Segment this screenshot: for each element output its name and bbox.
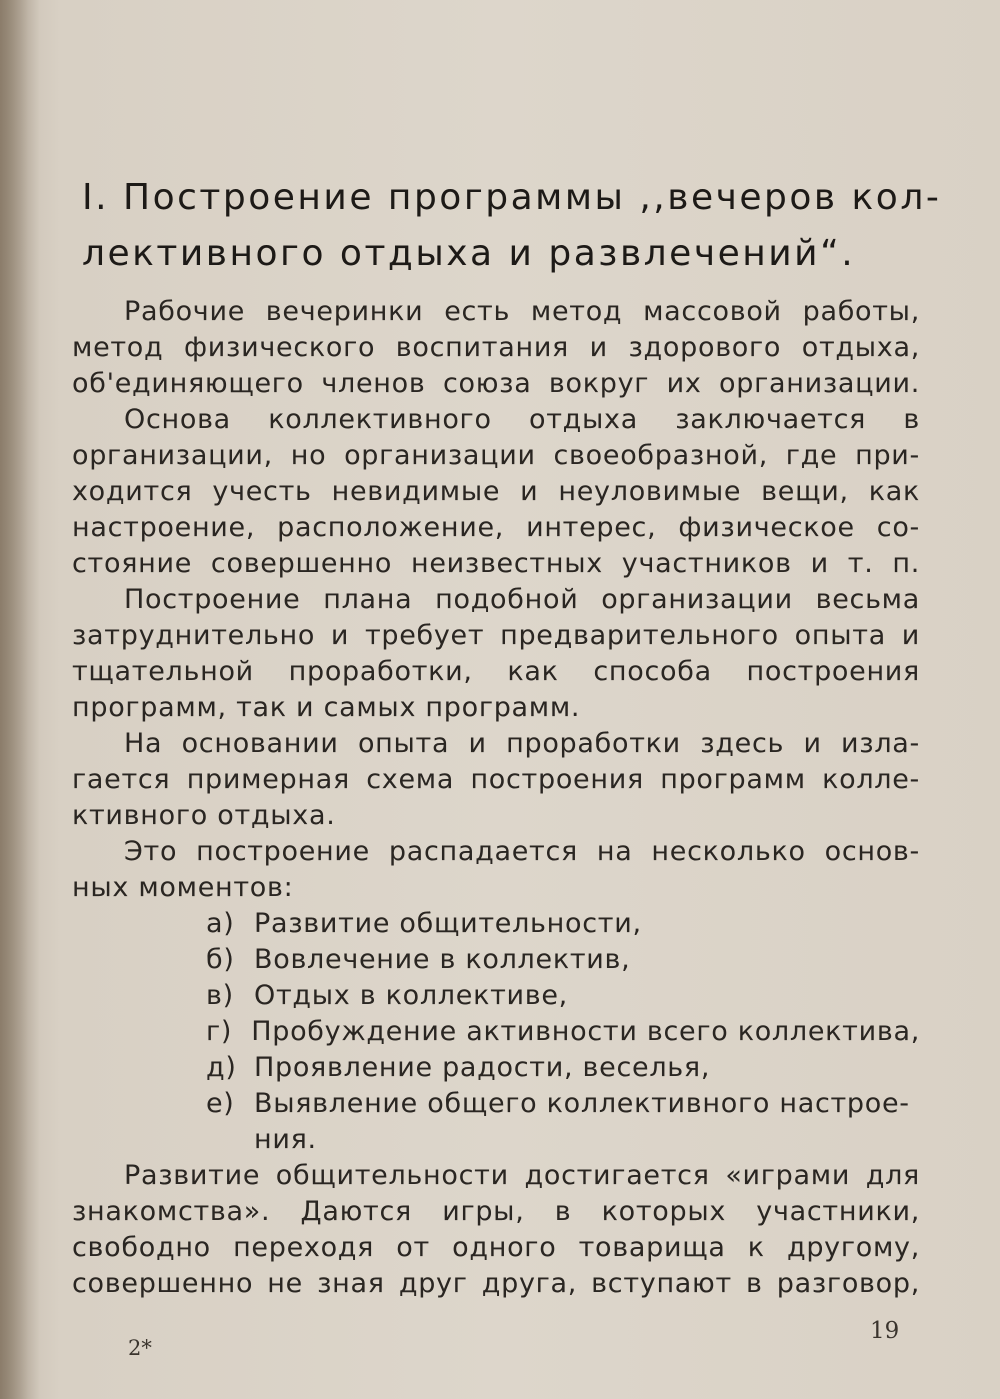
page-number: 19: [870, 1318, 900, 1344]
text-line: Основа коллективного отдыха заключается в: [124, 404, 920, 435]
text-line: метод физического воспитания и здорового отдыха,: [72, 332, 920, 363]
text-line: затруднительно и требует предварительного опыта и: [72, 620, 920, 651]
paragraph-1: [72, 294, 920, 402]
list-item-text: Вовлечение в коллектив,: [254, 944, 631, 975]
list-item-text: Пробуждение активности всего коллектива,: [251, 1016, 920, 1047]
text-line: стояние совершенно неизвестных участников и т. п.: [72, 548, 920, 579]
list-item-text: Выявление общего коллективного настрое-: [254, 1088, 910, 1119]
text-line: об'единяющего членов союза вокруг их организации.: [72, 368, 920, 399]
text-line: Рабочие вечеринки есть метод массовой работы,: [124, 296, 920, 327]
list-item: [206, 1050, 920, 1086]
list-marker: в): [206, 980, 234, 1011]
paragraph-2: [72, 402, 920, 582]
paragraph-5: [72, 834, 920, 906]
text-line: Это построение распадается на несколько основ-: [124, 836, 920, 867]
list-item-text: Отдых в коллективе,: [254, 980, 568, 1011]
text-line: ных моментов:: [72, 872, 294, 903]
list-item: [206, 978, 920, 1014]
text-line: программ, так и самых программ.: [72, 692, 581, 723]
list-item: [206, 906, 920, 942]
text-line: На основании опыта и проработки здесь и изла-: [124, 728, 920, 759]
list-marker: д): [206, 1052, 237, 1083]
text-line: тщательной проработки, как способа построения: [72, 656, 920, 687]
paragraph-4: [72, 726, 920, 834]
list-item: [206, 942, 920, 978]
list-item: [206, 1086, 920, 1122]
list-marker: е): [206, 1088, 235, 1119]
paragraph-3: [72, 582, 920, 726]
text-line: ходится учесть невидимые и неуловимые вещи, как: [72, 476, 920, 507]
heading-line-1: I. Построение программы ,,вечеров кол-: [82, 177, 942, 218]
text-line: настроение, расположение, интерес, физическое со-: [72, 512, 920, 543]
text-line: Построение плана подобной организации весьма: [124, 584, 920, 615]
chapter-heading: [82, 170, 942, 282]
text-line: гается примерная схема построения программ колле-: [72, 764, 920, 795]
moments-list: [72, 906, 920, 1158]
paragraph-6: [72, 1158, 920, 1302]
binding-shadow: [0, 0, 40, 1399]
list-item-text: Развитие общительности,: [254, 908, 642, 939]
heading-line-2: лективного отдыха и развлечений“.: [82, 233, 856, 274]
list-marker: г): [206, 1016, 233, 1047]
list-item-continuation: [206, 1122, 920, 1158]
text-line: совершенно не зная друг друга, вступают в разговор,: [72, 1268, 920, 1299]
list-marker: а): [206, 908, 235, 939]
text-line: Развитие общительности достигается «играми для: [124, 1160, 920, 1191]
body-text: [72, 294, 920, 1302]
text-line: организации, но организации своеобразной, где при-: [72, 440, 920, 471]
list-item-text: ния.: [254, 1124, 317, 1155]
list-item: [206, 1014, 920, 1050]
text-line: свободно переходя от одного товарища к другому,: [72, 1232, 920, 1263]
signature-mark: 2*: [128, 1336, 152, 1360]
text-line: знакомства». Даются игры, в которых участники,: [72, 1196, 920, 1227]
list-marker: б): [206, 944, 235, 975]
list-item-text: Проявление радости, веселья,: [254, 1052, 711, 1083]
text-line: ктивного отдыха.: [72, 800, 336, 831]
